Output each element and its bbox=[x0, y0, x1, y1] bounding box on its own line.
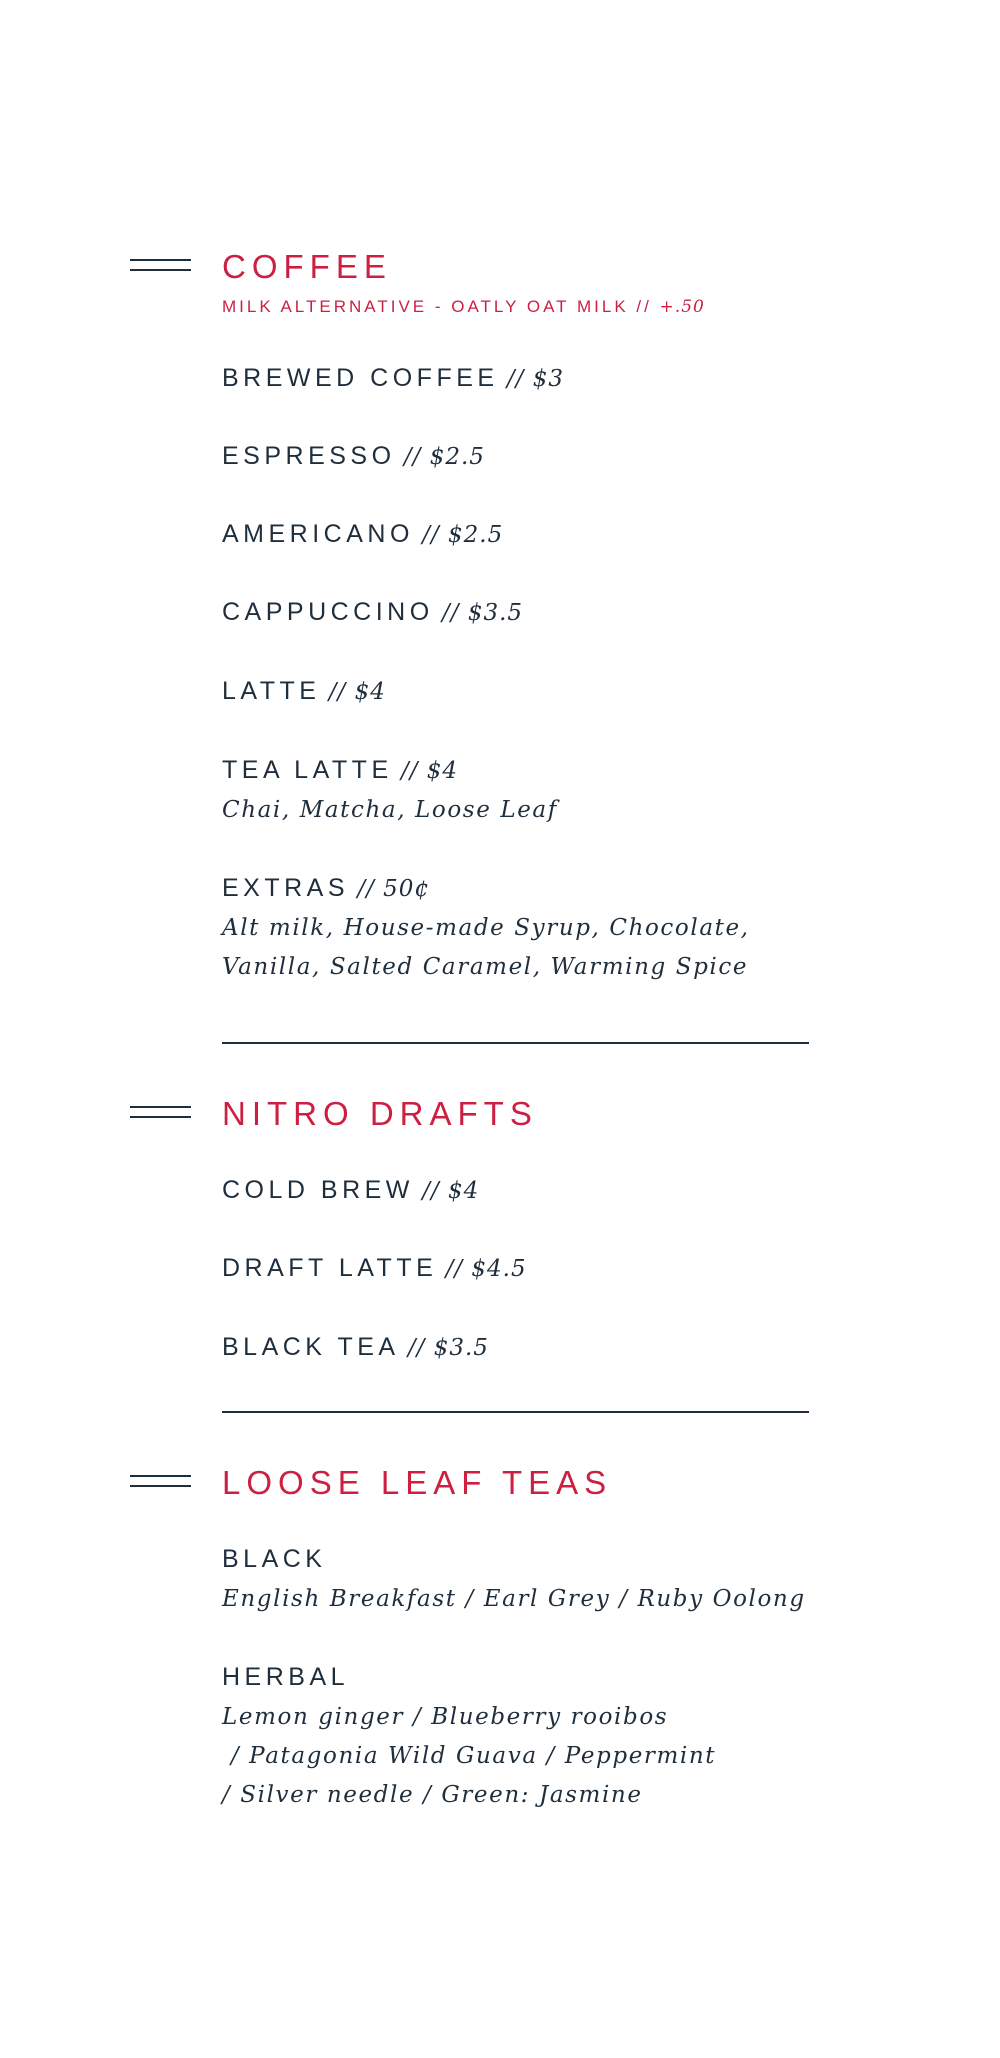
section-title-nitro-drafts: NITRO DRAFTS bbox=[222, 1095, 538, 1132]
item-price: $4 bbox=[354, 679, 386, 705]
menu-item-extras bbox=[222, 874, 750, 987]
section-title-loose-leaf-teas: LOOSE LEAF TEAS bbox=[222, 1464, 613, 1501]
item-separator: // bbox=[392, 758, 427, 784]
item-name: BLACK bbox=[222, 1545, 327, 1573]
menu-item-draft-latte bbox=[222, 1254, 527, 1283]
item-separator: // bbox=[399, 1335, 434, 1361]
item-price: $2.5 bbox=[448, 522, 504, 548]
item-description: English Breakfast / Earl Grey / Ruby Oolong bbox=[222, 1586, 806, 1612]
item-price: $3 bbox=[532, 366, 564, 392]
item-name: ESPRESSO bbox=[222, 442, 396, 470]
menu-item-espresso bbox=[222, 442, 485, 471]
item-name: DRAFT LATTE bbox=[222, 1254, 438, 1282]
item-separator: // bbox=[320, 679, 355, 705]
item-price: 50¢ bbox=[383, 876, 431, 902]
note-price: +.50 bbox=[659, 297, 705, 317]
item-separator: // bbox=[498, 366, 533, 392]
item-separator: // bbox=[349, 876, 384, 902]
milk-alternative-note bbox=[222, 297, 705, 317]
item-price: $4 bbox=[448, 1178, 480, 1204]
section-marker-icon bbox=[130, 1475, 191, 1488]
menu-item-tea-latte bbox=[222, 756, 558, 830]
item-price: $4 bbox=[426, 758, 459, 784]
menu-item-black bbox=[222, 1545, 806, 1619]
item-separator: // bbox=[437, 1256, 472, 1282]
section-divider bbox=[222, 1042, 809, 1044]
section-title-coffee: COFFEE bbox=[222, 248, 392, 285]
item-name: BREWED COFFEE bbox=[222, 364, 499, 392]
item-description: Chai, Matcha, Loose Leaf bbox=[222, 797, 558, 823]
menu-item-black-tea bbox=[222, 1333, 489, 1362]
item-price: $3.5 bbox=[433, 1335, 489, 1361]
note-text: MILK ALTERNATIVE - OATLY OAT MILK // bbox=[222, 297, 660, 316]
item-separator: // bbox=[433, 600, 468, 626]
item-separator: // bbox=[395, 444, 430, 470]
item-name: HERBAL bbox=[222, 1663, 350, 1691]
menu-item-cappuccino bbox=[222, 598, 523, 627]
item-separator: // bbox=[413, 1178, 449, 1204]
section-marker-icon bbox=[130, 1106, 191, 1119]
item-separator: // bbox=[413, 522, 449, 548]
item-name: AMERICANO bbox=[222, 520, 414, 548]
item-description: Alt milk, House-made Syrup, Chocolate, Vanilla, Salted Caramel, Warming Spice bbox=[222, 915, 750, 980]
menu-item-brewed-coffee bbox=[222, 364, 564, 393]
item-price: $2.5 bbox=[429, 444, 485, 470]
menu-item-herbal bbox=[222, 1663, 716, 1815]
menu-item-latte bbox=[222, 677, 386, 706]
section-divider bbox=[222, 1411, 809, 1413]
item-description: Lemon ginger / Blueberry rooibos / Patagonia Wild Guava / Peppermint / Silver needle / Green: Jasmine bbox=[222, 1704, 717, 1808]
item-name: CAPPUCCINO bbox=[222, 598, 434, 626]
item-price: $4.5 bbox=[471, 1256, 527, 1282]
item-name: LATTE bbox=[222, 677, 321, 705]
item-price: $3.5 bbox=[467, 600, 524, 626]
section-marker-icon bbox=[130, 259, 191, 272]
menu-item-americano bbox=[222, 520, 503, 549]
item-name: EXTRAS bbox=[222, 874, 350, 902]
item-name: COLD BREW bbox=[222, 1176, 414, 1204]
menu-item-cold-brew bbox=[222, 1176, 479, 1205]
item-name: BLACK TEA bbox=[222, 1333, 400, 1361]
item-name: TEA LATTE bbox=[222, 756, 393, 784]
